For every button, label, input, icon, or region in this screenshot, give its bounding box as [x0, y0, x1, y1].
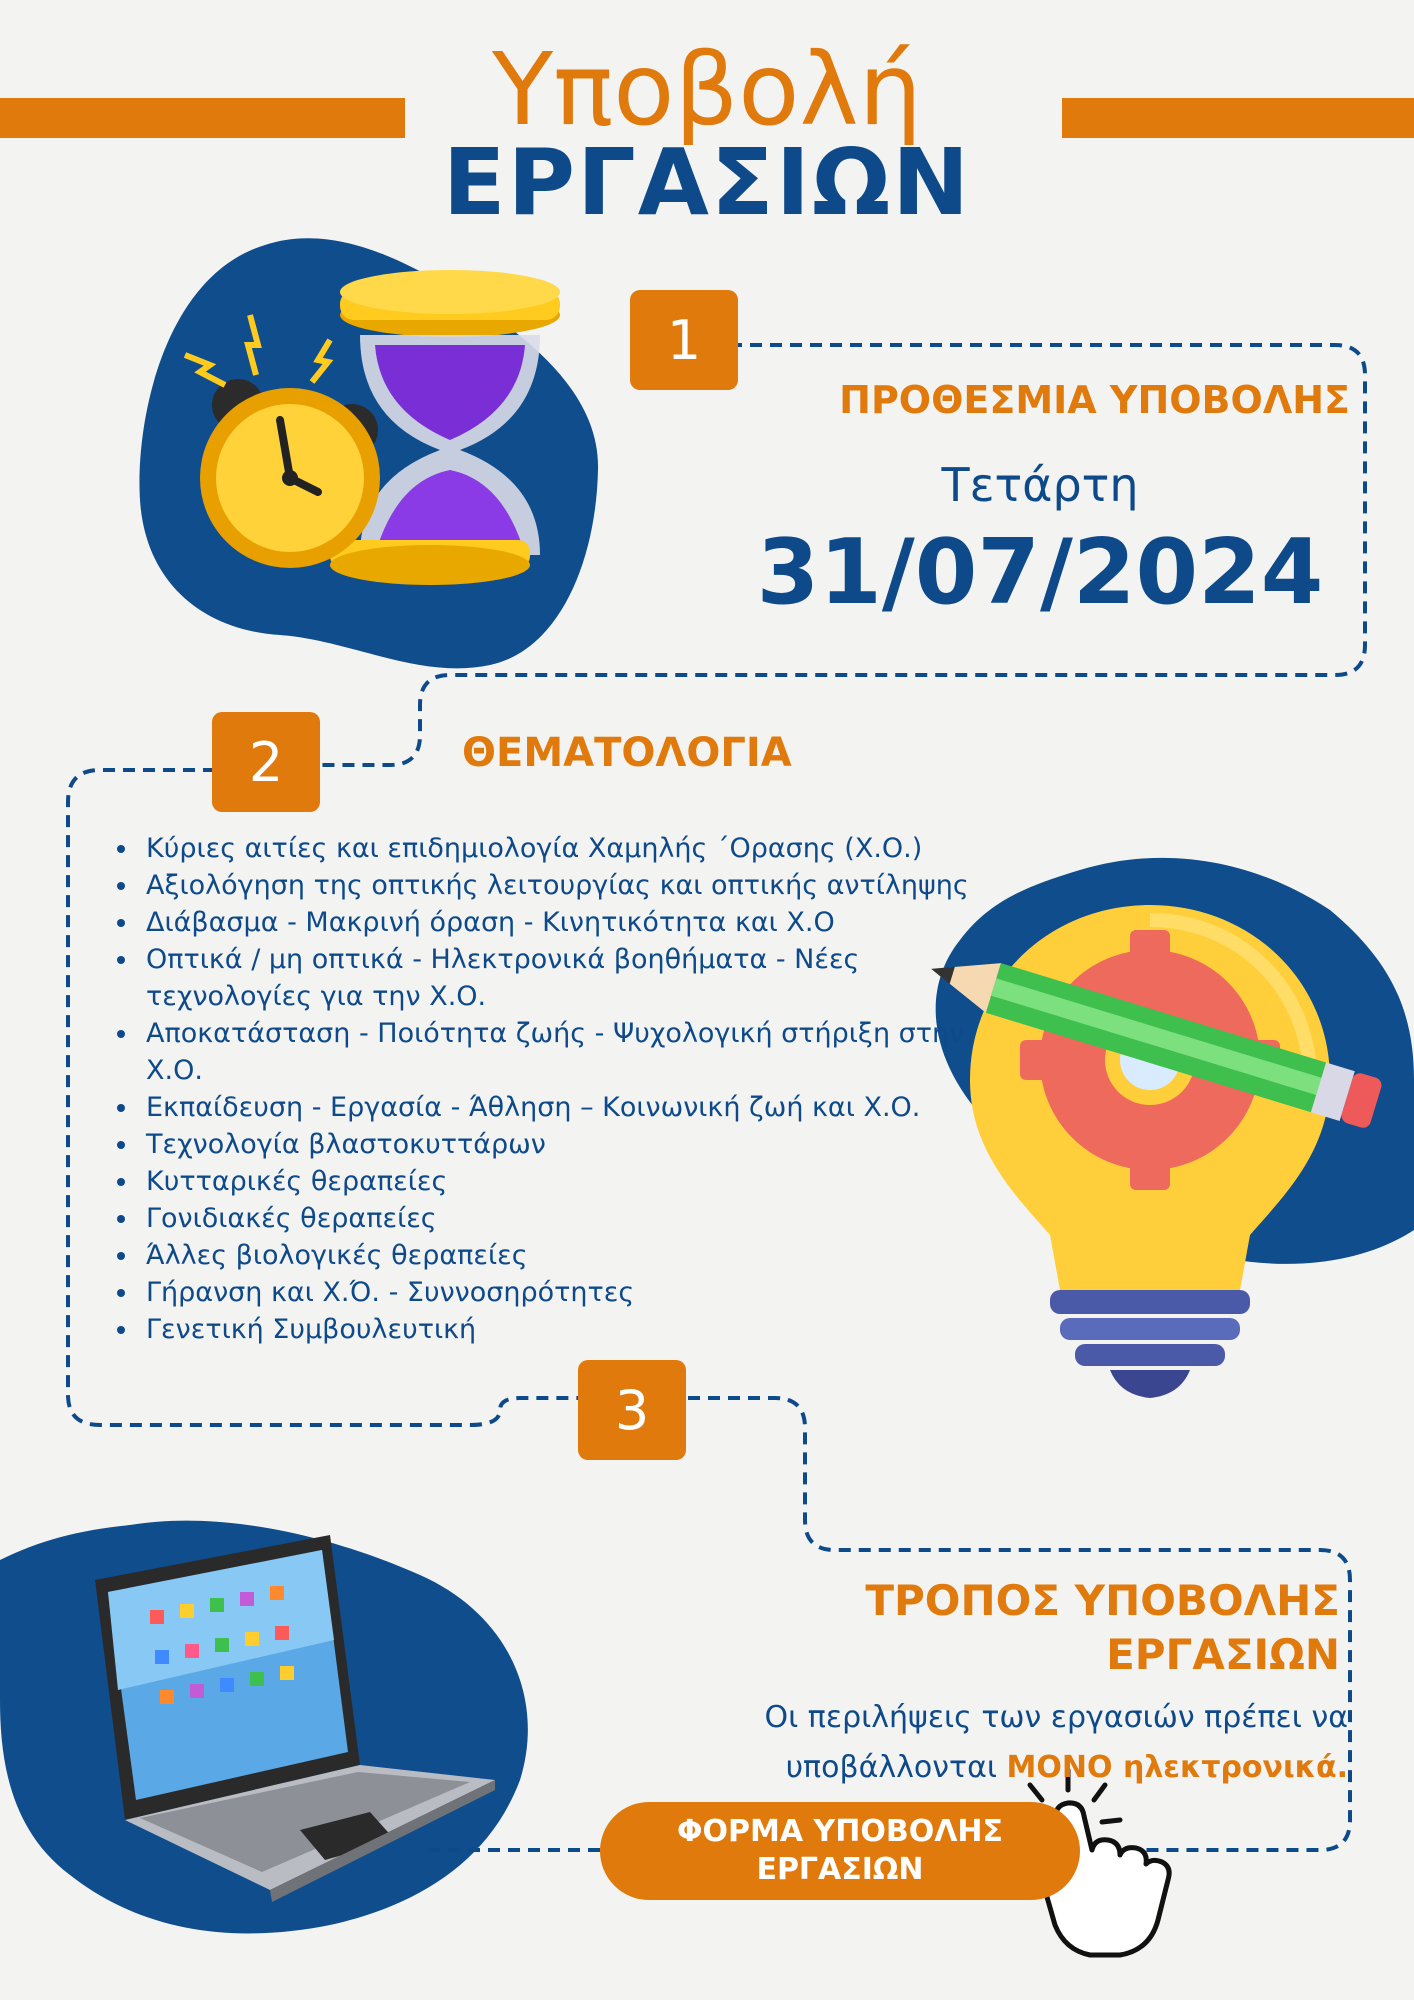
deadline-date: 31/07/2024 [756, 520, 1324, 625]
list-item: • Γονιδιακές θεραπείες [140, 1200, 970, 1237]
list-item: • Αξιολόγηση της οπτικής λειτουργίας και οπτικής αντίληψης [140, 867, 970, 904]
step-number-3: 3 [578, 1360, 686, 1460]
submission-heading-line1: ΤΡΟΠΟΣ ΥΠΟΒΟΛΗΣ [865, 1576, 1340, 1625]
list-item: • Κυτταρικές θεραπείες [140, 1163, 970, 1200]
button-label-line1: ΦΟΡΜΑ ΥΠΟΒΟΛΗΣ [676, 1814, 1004, 1849]
list-item: • Γήρανση και Χ.Ό. - Συννοσηρότητες [140, 1274, 970, 1311]
page-title-line1: Υποβολή [491, 31, 923, 148]
topics-list [118, 830, 970, 1348]
submission-text-line2 [600, 1750, 1348, 1785]
list-item: • Άλλες βιολογικές θεραπείες [140, 1237, 970, 1274]
step-number-2: 2 [212, 712, 320, 812]
submission-text-emphasis: ΜΟΝΟ ηλεκτρονικά. [1006, 1750, 1348, 1785]
deadline-heading: ΠΡΟΘΕΣΜΙΑ ΥΠΟΒΟΛΗΣ [839, 378, 1350, 422]
list-item: • Γενετική Συμβουλευτική [140, 1311, 970, 1348]
page-title-line2: ΕΡΓΑΣΙΩΝ [442, 129, 972, 236]
list-item: • Κύριες αιτίες και επιδημιολογία Χαμηλής ΄Ορασης (Χ.Ο.) [140, 830, 970, 867]
topics-heading: ΘΕΜΑΤΟΛΟΓΙΑ [462, 730, 792, 776]
list-item: • Αποκατάσταση - Ποιότητα ζωής - Ψυχολογική στήριξη στην Χ.Ο. [140, 1015, 970, 1089]
step-number-1: 1 [630, 290, 738, 390]
submission-form-button[interactable] [600, 1802, 1080, 1900]
list-item: • Τεχνολογία βλαστοκυττάρων [140, 1126, 970, 1163]
submission-heading-line2: ΕΡΓΑΣΙΩΝ [1106, 1630, 1340, 1679]
list-item: • Διάβασμα - Μακρινή όραση - Κινητικότητα και Χ.Ο [140, 904, 970, 941]
submission-form-button-label [677, 1813, 1003, 1889]
submission-text-prefix: υποβάλλονται [785, 1750, 1007, 1785]
list-item: • Οπτικά / μη οπτικά - Ηλεκτρονικά βοηθήματα - Νέες τεχνολογίες για την Χ.Ο. [140, 941, 970, 1015]
button-label-line2: ΕΡΓΑΣΙΩΝ [756, 1852, 924, 1887]
submission-text-line1: Οι περιλήψεις των εργασιών πρέπει να [764, 1700, 1348, 1735]
deadline-day: Τετάρτη [941, 458, 1139, 512]
list-item: • Εκπαίδευση - Εργασία - Άθληση – Κοινωνική ζωή και Χ.Ο. [140, 1089, 970, 1126]
